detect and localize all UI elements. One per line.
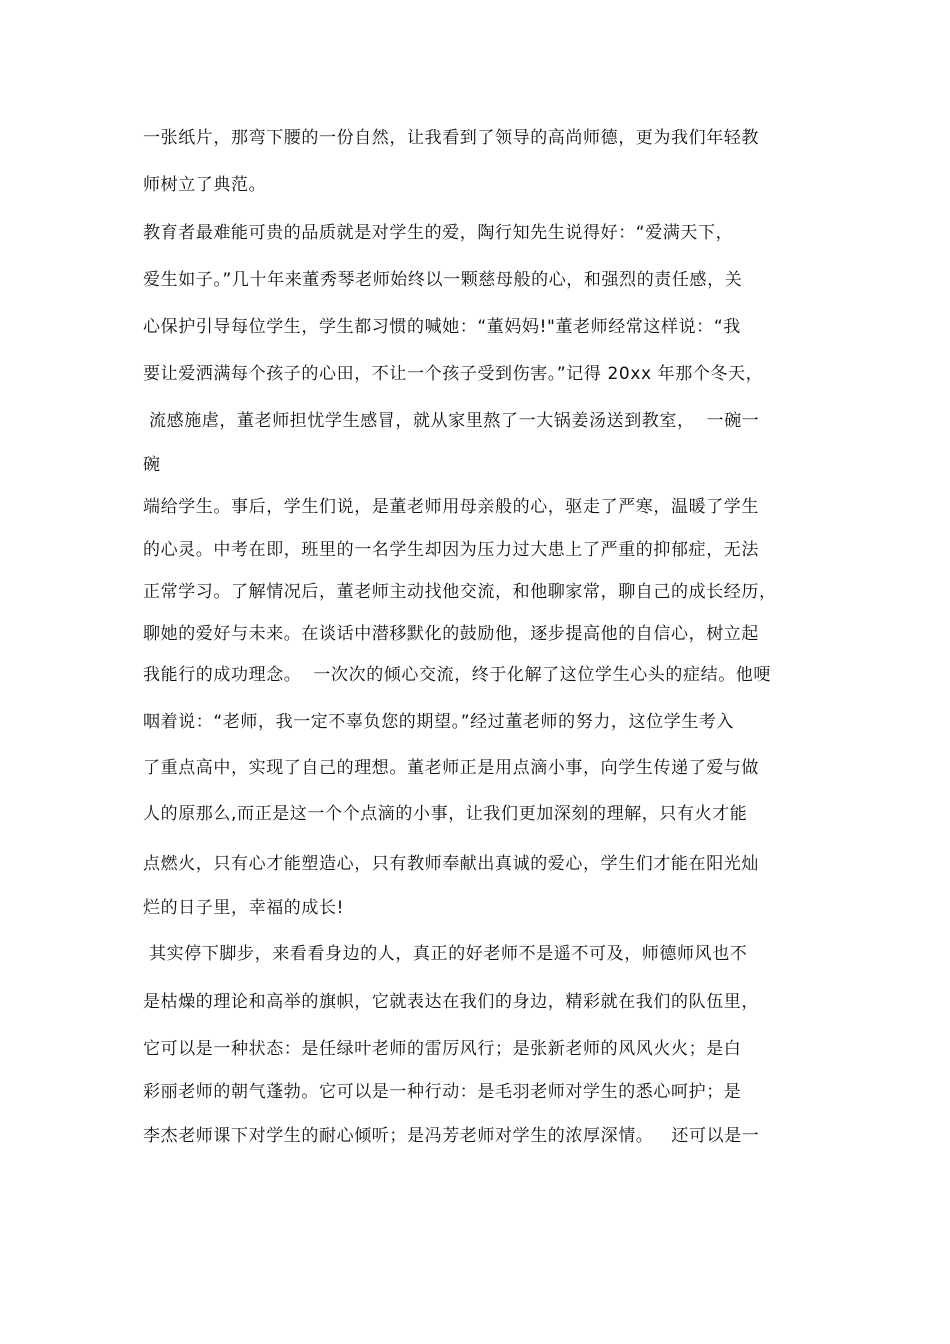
text-line: 了重点高中，实现了自己的理想。董老师正是用点滴小事，向学生传递了爱与做 xyxy=(143,758,759,778)
text-line: 正常学习。了解情况后，董老师主动找他交流，和他聊家常，聊自己的成长经历， xyxy=(143,582,777,602)
text-line: 碗 xyxy=(143,455,161,475)
text-line: 它可以是一种状态：是任绿叶老师的雷厉风行；是张新老师的风风火火；是白 xyxy=(143,1039,742,1059)
text-line: 教育者最难能可贵的品质就是对学生的爱，陶行知先生说得好：“爱满天下， xyxy=(143,223,734,243)
text-line: 是枯燥的理论和高举的旗帜，它就表达在我们的身边，精彩就在我们的队伍里， xyxy=(143,992,759,1012)
text-line: 的心灵。中考在即，班里的一名学生却因为压力过大患上了严重的抑郁症，无法 xyxy=(143,540,759,560)
text-line: 其实停下脚步，来看看身边的人，真正的好老师不是遥不可及，师德师风也不 xyxy=(143,944,748,964)
text-line: 聊她的爱好与未来。在谈话中潜移默化的鼓励他，逐步提高他的自信心，树立起 xyxy=(143,624,759,644)
text-line: 我能行的成功理念。 一次次的倾心交流，终于化解了这位学生心头的症结。他哽 xyxy=(143,665,772,685)
text-line: 心保护引导每位学生，学生都习惯的喊她：“董妈妈!"董老师经常这样说：“我 xyxy=(143,317,741,337)
text-line: 人的原那么,而正是这一个个点滴的小事，让我们更加深刻的理解，只有火才能 xyxy=(143,804,748,824)
text-line: 李杰老师课下对学生的耐心倾听；是冯芳老师对学生的浓厚深情。 还可以是一 xyxy=(143,1126,760,1146)
text-line: 点燃火，只有心才能塑造心，只有教师奉献出真诚的爱心，学生们才能在阳光灿 xyxy=(143,854,759,874)
text-line: 端给学生。事后，学生们说，是董老师用母亲般的心，驱走了严寒，温暖了学生 xyxy=(143,497,759,517)
text-line: 一张纸片，那弯下腰的一份自然，让我看到了领导的高尚师德，更为我们年轻教 xyxy=(143,128,759,148)
text-line: 烂的日子里，幸福的成长! xyxy=(143,898,345,918)
text-line: 流感施虐，董老师担忧学生感冒，就从家里熬了一大锅姜汤送到教室， 一碗一 xyxy=(143,411,760,431)
text-line: 要让爱洒满每个孩子的心田，不让一个孩子受到伤害。”记得 20xx 年那个冬天， xyxy=(143,364,764,384)
text-line: 爱生如子。”几十年来董秀琴老师始终以一颗慈母般的心，和强烈的责任感，关 xyxy=(143,270,743,290)
text-line: 咽着说：“老师，我一定不辜负您的期望。”经过董老师的努力，这位学生考入 xyxy=(143,712,735,732)
text-line: 师树立了典范。 xyxy=(143,175,267,195)
text-line: 彩丽老师的朝气蓬勃。它可以是一种行动：是毛羽老师对学生的悉心呵护；是 xyxy=(143,1082,742,1102)
